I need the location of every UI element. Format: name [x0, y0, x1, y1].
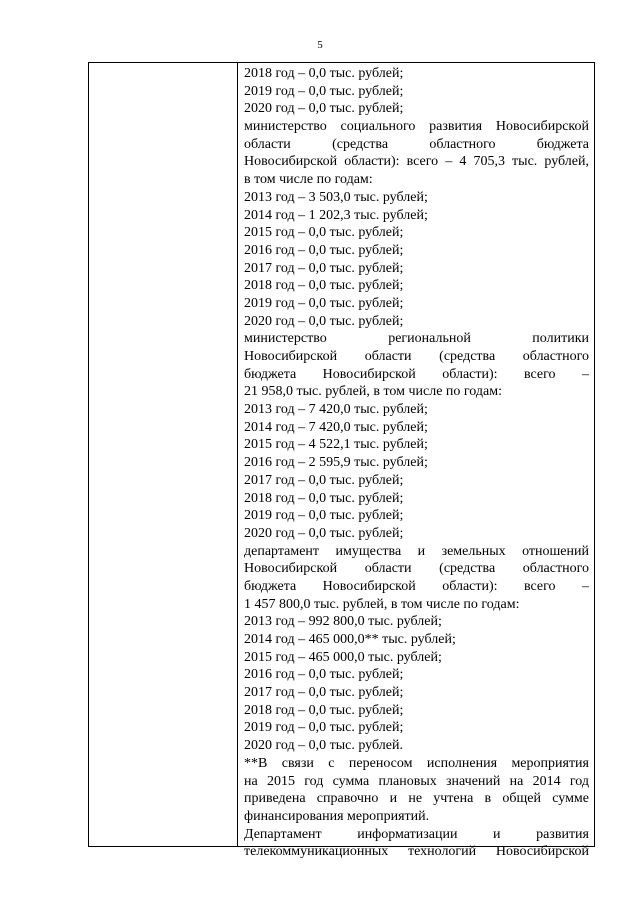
text-line: Департамент информатизации и развития	[244, 826, 589, 842]
text-line: **В связи с переносом исполнения мероприятия	[244, 755, 589, 771]
text-line: 2014 год – 1 202,3 тыс. рублей;	[244, 207, 428, 223]
text-line: министерство социального развития Новосибирской	[244, 119, 589, 135]
text-line: 2016 год – 0,0 тыс. рублей;	[244, 667, 404, 683]
text-line: 2013 год – 992 800,0 тыс. рублей;	[244, 614, 442, 630]
text-line: Новосибирской области (средства областного	[244, 561, 589, 577]
text-line: области (средства областного бюджета	[244, 136, 589, 152]
column-divider	[237, 63, 238, 846]
text-line: 2020 год – 0,0 тыс. рублей;	[244, 525, 404, 541]
text-line: 2015 год – 0,0 тыс. рублей;	[244, 225, 404, 241]
text-line: 21 958,0 тыс. рублей, в том числе по годам:	[244, 384, 502, 400]
text-line: 2019 год – 0,0 тыс. рублей;	[244, 83, 404, 99]
text-line: 2016 год – 2 595,9 тыс. рублей;	[244, 455, 428, 471]
page-number: 5	[317, 39, 323, 51]
text-line: 2014 год – 465 000,0** тыс. рублей;	[244, 632, 456, 647]
text-line: 2018 год – 0,0 тыс. рублей;	[244, 702, 404, 718]
text-line: 2020 год – 0,0 тыс. рублей.	[244, 738, 403, 754]
text-line: 1 457 800,0 тыс. рублей, в том числе по годам:	[244, 596, 520, 612]
text-line: 2020 год – 0,0 тыс. рублей;	[244, 101, 404, 117]
text-line: министерство региональной политики	[244, 331, 589, 347]
text-line: 2017 год – 0,0 тыс. рублей;	[244, 472, 404, 488]
text-line: Новосибирской области (средства областного	[244, 349, 589, 364]
text-line: 2015 год – 465 000,0 тыс. рублей;	[244, 649, 442, 665]
text-line: 2020 год – 0,0 тыс. рублей;	[244, 313, 404, 329]
text-line: 2018 год – 0,0 тыс. рублей;	[244, 278, 404, 294]
text-line: телекоммуникационных технологий Новосибирской	[244, 844, 589, 860]
financing-table	[88, 62, 595, 860]
text-line: финансирования мероприятий.	[244, 808, 430, 824]
text-line: 2017 год – 0,0 тыс. рублей;	[244, 685, 404, 701]
text-line: в том числе по годам:	[244, 172, 373, 188]
text-line: 2017 год – 0,0 тыс. рублей;	[244, 260, 404, 276]
text-line: 2013 год – 3 503,0 тыс. рублей;	[244, 189, 428, 205]
text-line: бюджета Новосибирской области): всего –	[244, 366, 589, 382]
text-line: 2019 год – 0,0 тыс. рублей;	[244, 720, 404, 736]
text-line: на 2015 год сумма плановых значений на 2014 год	[244, 773, 589, 789]
text-line: 2019 год – 0,0 тыс. рублей;	[244, 508, 404, 524]
text-line: 2019 год – 0,0 тыс. рублей;	[244, 295, 404, 311]
text-line: 2014 год – 7 420,0 тыс. рублей;	[244, 419, 428, 435]
financing-text-cell	[244, 65, 589, 861]
text-line: Новосибирской области): всего – 4 705,3 тыс. рублей,	[244, 154, 589, 170]
text-line: 2015 год – 4 522,1 тыс. рублей;	[244, 437, 428, 453]
text-line: департамент имущества и земельных отношений	[244, 543, 589, 559]
text-line: 2016 год – 0,0 тыс. рублей;	[244, 242, 404, 258]
text-line: 2018 год – 0,0 тыс. рублей;	[244, 490, 404, 506]
text-line: 2013 год – 7 420,0 тыс. рублей;	[244, 402, 428, 418]
text-line: 2018 год – 0,0 тыс. рублей;	[244, 66, 404, 81]
text-line: приведена справочно и не учтена в общей сумме	[244, 791, 589, 807]
text-line: бюджета Новосибирской области): всего –	[244, 578, 589, 594]
